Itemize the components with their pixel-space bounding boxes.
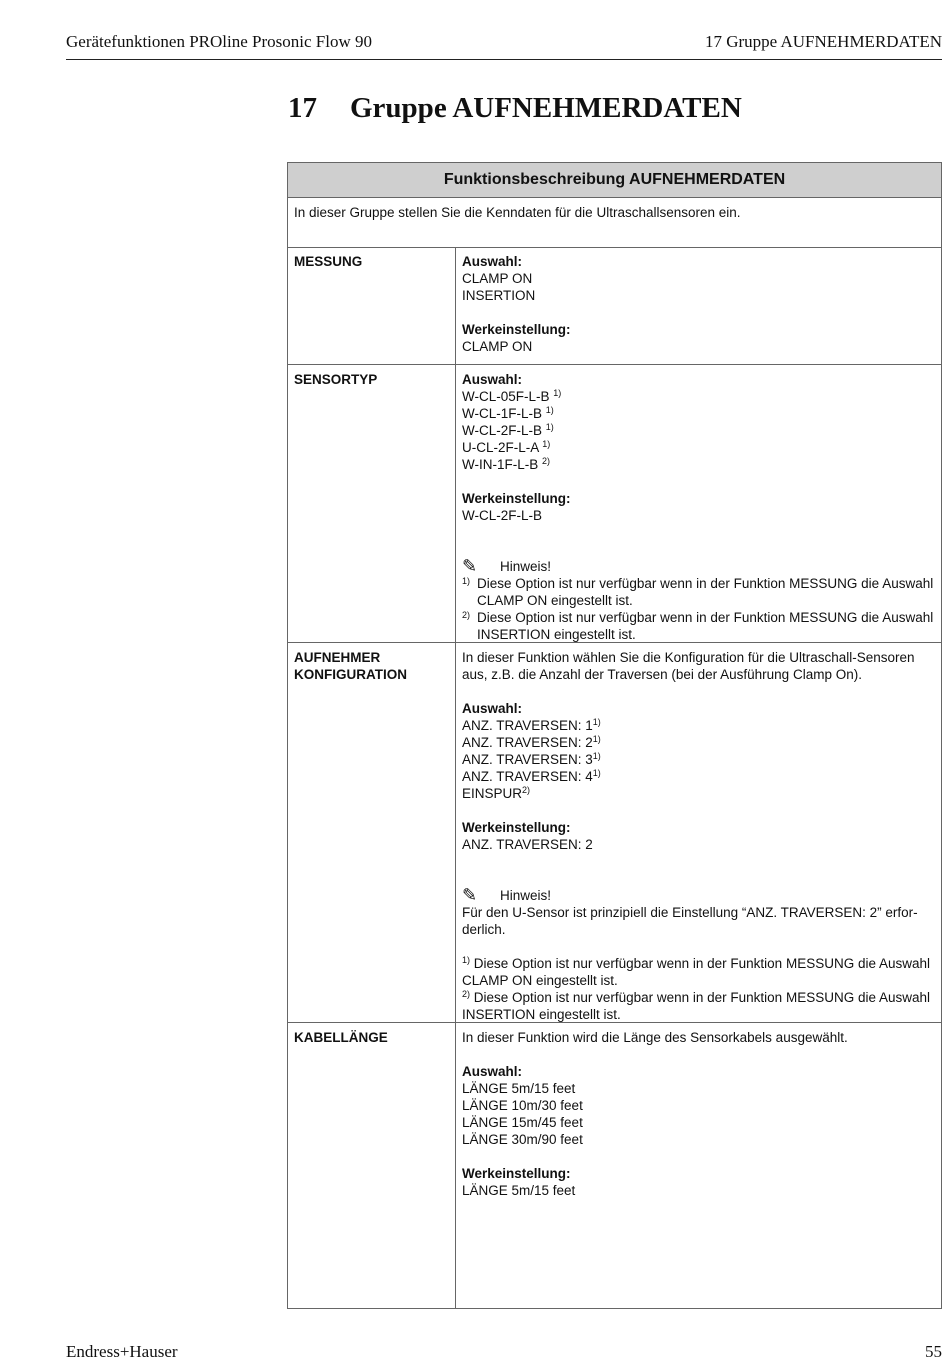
pencil-icon: ✎ — [462, 885, 478, 905]
auswahl-label: Auswahl: — [462, 1064, 523, 1079]
option-item: W-IN-1F-L-B $^{2)}$ — [462, 456, 551, 472]
footnote: 2) Diese Option ist nur verfügbar wenn in der Funktion MESSUNG die Auswahl INSERTION eingestellt ist. — [462, 610, 934, 642]
hint-text: Für den U-Sensor ist prinzipiell die Einstellung “ANZ. TRAVERSEN: 2” erfor- — [462, 905, 918, 920]
auswahl-label: Auswahl: — [462, 254, 523, 269]
header-rule — [66, 59, 942, 60]
description: In dieser Funktion wird die Länge des Sensorkabels ausgewählt. — [462, 1030, 848, 1045]
option-item: ANZ. TRAVERSEN: 2$^{1)}$ — [462, 734, 601, 750]
chapter-title: Gruppe AUFNEHMERDATEN — [350, 92, 742, 124]
default-value: CLAMP ON — [462, 339, 533, 354]
chapter-number: 17 — [288, 92, 317, 124]
description: aus, z.B. die Anzahl der Traversen (bei der Ausführung Clamp On). — [462, 667, 862, 682]
default-label: Werkeinstellung: — [462, 1166, 571, 1181]
page-title — [288, 92, 742, 125]
option-item: INSERTION — [462, 288, 536, 303]
table-heading: Funktionsbeschreibung AUFNEHMERDATEN — [288, 163, 941, 198]
option-item: EINSPUR$^{2)}$ — [462, 785, 531, 801]
footnote: INSERTION eingestellt ist. — [462, 1007, 621, 1022]
option-item: W-CL-1F-L-B $^{1)}$ — [462, 405, 554, 421]
description: In dieser Funktion wählen Sie die Konfiguration für die Ultraschall-Sensoren — [462, 650, 915, 665]
option-item: U-CL-2F-L-A $^{1)}$ — [462, 439, 551, 455]
row-label-kabellaenge: KABELLÄNGE — [294, 1030, 388, 1045]
function-table — [287, 162, 942, 1309]
row-content-sensortyp — [462, 371, 938, 643]
option-item: LÄNGE 30m/90 feet — [462, 1132, 583, 1147]
page-number: 55 — [925, 1342, 942, 1361]
column-divider — [455, 247, 456, 1308]
hint-heading: ✎ Hinweis! — [462, 885, 552, 905]
row-content-messung — [462, 253, 938, 355]
auswahl-label: Auswahl: — [462, 701, 523, 716]
hint-text: derlich. — [462, 922, 506, 937]
row-content-konfiguration — [462, 649, 938, 1023]
option-item: ANZ. TRAVERSEN: 1$^{1)}$ — [462, 717, 601, 733]
footnote: 1) Diese Option ist nur verfügbar wenn in der Funktion MESSUNG die Auswahl CLAMP ON eingestellt ist. — [462, 576, 934, 608]
footnote: $^{1)}$ Diese Option ist nur verfügbar wenn in der Funktion MESSUNG die Auswahl — [462, 955, 930, 971]
default-label: Werkeinstellung: — [462, 322, 571, 337]
pencil-icon: ✎ — [462, 556, 478, 576]
running-header-right: 17 Gruppe AUFNEHMERDATEN — [704, 32, 942, 51]
row-divider — [288, 364, 941, 365]
default-value: ANZ. TRAVERSEN: 2 — [462, 837, 593, 852]
option-item: CLAMP ON — [462, 271, 533, 286]
row-label-messung: MESSUNG — [294, 254, 363, 269]
running-header-left: Gerätefunktionen PROline Prosonic Flow 90 — [66, 32, 372, 51]
footnote: CLAMP ON eingestellt ist. — [462, 973, 618, 988]
default-label: Werkeinstellung: — [462, 491, 571, 506]
option-item: W-CL-05F-L-B $^{1)}$ — [462, 388, 562, 404]
row-label-sensortyp: SENSORTYP — [294, 372, 378, 387]
option-item: ANZ. TRAVERSEN: 3$^{1)}$ — [462, 751, 601, 767]
footer-brand: Endress+Hauser — [66, 1342, 178, 1361]
default-label: Werkeinstellung: — [462, 820, 571, 835]
default-value: LÄNGE 5m/15 feet — [462, 1183, 576, 1198]
option-item: LÄNGE 5m/15 feet — [462, 1081, 576, 1096]
row-content-kabellaenge — [462, 1029, 938, 1199]
row-divider — [288, 1022, 941, 1023]
option-item: W-CL-2F-L-B $^{1)}$ — [462, 422, 554, 438]
row-label-konfiguration: AUFNEHMER KONFIGURATION — [294, 650, 407, 682]
footnote: $^{2)}$ Diese Option ist nur verfügbar wenn in der Funktion MESSUNG die Auswahl — [462, 989, 930, 1005]
auswahl-label: Auswahl: — [462, 372, 523, 387]
table-intro: In dieser Gruppe stellen Sie die Kenndaten für die Ultraschallsensoren ein. — [294, 205, 741, 220]
option-item: LÄNGE 10m/30 feet — [462, 1098, 583, 1113]
row-divider — [288, 642, 941, 643]
row-divider — [288, 247, 941, 248]
hint-heading: ✎ Hinweis! — [462, 556, 552, 576]
option-item: ANZ. TRAVERSEN: 4$^{1)}$ — [462, 768, 601, 784]
option-item: LÄNGE 15m/45 feet — [462, 1115, 583, 1130]
default-value: W-CL-2F-L-B — [462, 508, 543, 523]
